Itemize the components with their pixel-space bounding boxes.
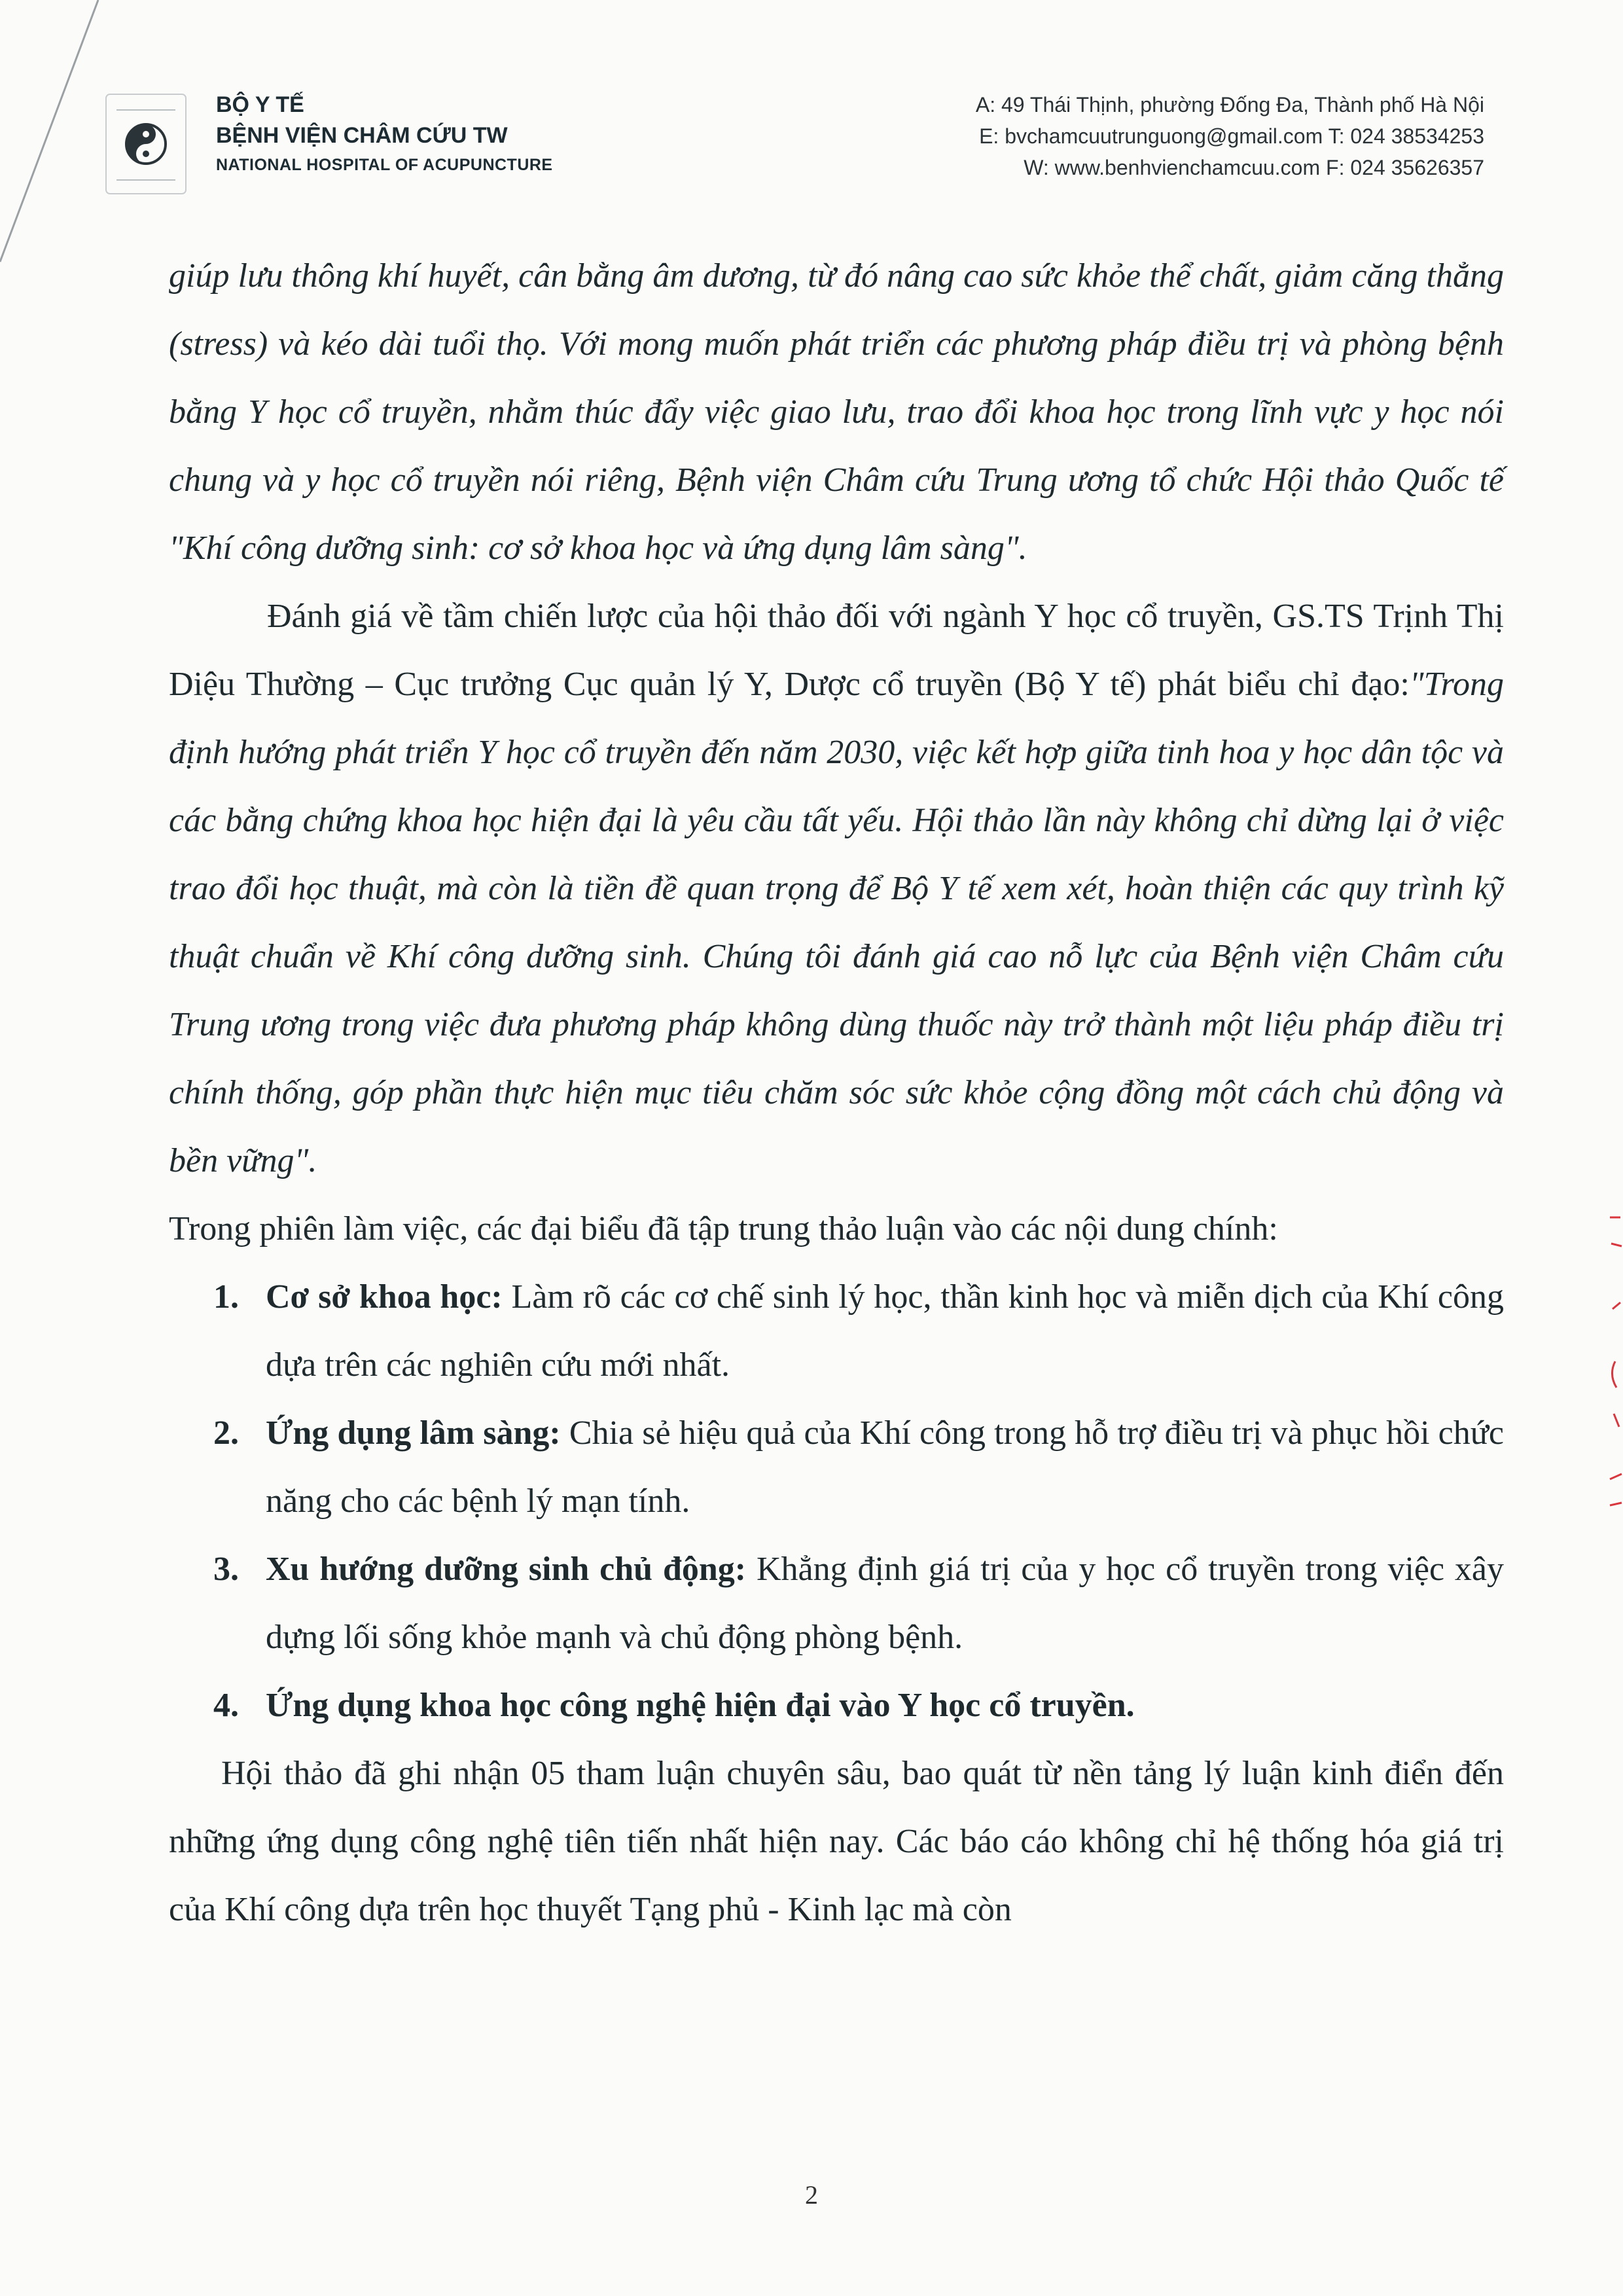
paragraph-4: Hội thảo đã ghi nhận 05 tham luận chuyên sâu, bao quát từ nền tảng lý luận kinh điển đến những ứng dụng công nghệ tiên tiến nhất hiện nay. Các báo cáo không chỉ hệ thống hóa giá trị của Khí công dựa trên học thuyết Tạng phủ - Kinh lạc mà còn: [169, 1755, 1504, 1928]
paragraph-3: Trong phiên làm việc, các đại biểu đã tập trung thảo luận vào các nội dung chính:: [169, 1210, 1278, 1247]
email-phone-line: E: bvchamcuutrunguong@gmail.com T: 024 38534253: [979, 124, 1484, 148]
contact-info: [976, 89, 1484, 183]
red-stamp-edge-marks: [1597, 1204, 1623, 1545]
ministry-name: BỘ Y TẾ: [216, 92, 304, 117]
web-fax-line: W: www.benhvienchamcuu.com F: 024 35626357: [1024, 156, 1484, 179]
hospital-name: BỆNH VIỆN CHÂM CỨU TW: [216, 123, 508, 148]
list-item: 2. Ứng dụng lâm sàng: Chia sẻ hiệu quả của Khí công trong hỗ trợ điều trị và phục hồi chức năng cho các bệnh lý mạn tính.: [213, 1414, 1504, 1520]
page-number: 2: [805, 2180, 818, 2210]
list-item: 1. Cơ sở khoa học: Làm rõ các cơ chế sinh lý học, thần kinh học và miễn dịch của Khí công dựa trên các nghiên cứu mới nhất.: [213, 1278, 1504, 1384]
scan-edge-line: [0, 0, 105, 275]
list-item: 3. Xu hướng dưỡng sinh chủ động: Khẳng định giá trị của y học cổ truyền trong việc xây dựng lối sống khỏe mạnh và chủ động phòng bệnh.: [213, 1551, 1504, 1656]
paragraph-2: [169, 583, 1504, 1195]
hospital-name-english: NATIONAL HOSPITAL OF ACUPUNCTURE: [216, 156, 553, 174]
hospital-logo-icon: [103, 92, 188, 196]
list-item: 4. Ứng dụng khoa học công nghệ hiện đại vào Y học cổ truyền.: [213, 1687, 1135, 1724]
paragraph-1: giúp lưu thông khí huyết, cân bằng âm dương, từ đó nâng cao sức khỏe thể chất, giảm căng thẳng (stress) và kéo dài tuổi thọ. Với mong muốn phát triển các phương pháp điều trị và phòng bệnh bằng Y học cổ truyền, nhằm thúc đẩy việc giao lưu, trao đổi khoa học trong lĩnh vực y học nói chung và y học cổ truyền nói riêng, Bệnh viện Châm cứu Trung ương tổ chức Hội thảo Quốc tế "Khí công dưỡng sinh: cơ sở khoa học và ứng dụng lâm sàng".: [169, 257, 1504, 567]
organization-name: [216, 90, 553, 178]
paragraph-2-quote: "Trong định hướng phát triển Y học cổ truyền đến năm 2030, việc kết hợp giữa tinh hoa y học dân tộc và các bằng chứng khoa học hiện đại là yêu cầu tất yếu. Hội thảo lần này không chỉ dừng lại ở việc trao đổi học thuật, mà còn là tiền đề quan trọng để Bộ Y tế xem xét, hoàn thiện các quy trình kỹ thuật chuẩn về Khí công dưỡng sinh. Chúng tôi đánh giá cao nỗ lực của Bệnh viện Châm cứu Trung ương trong việc đưa phương pháp không dùng thuốc này trở thành một liệu pháp điều trị chính thống, góp phần thực hiện mục tiêu chăm sóc sức khỏe cộng đồng một cách chủ động và bền vững".: [169, 666, 1504, 1179]
paragraph-2-intro: Đánh giá về tầm chiến lược của hội thảo đối với ngành Y học cổ truyền, GS.TS Trịnh Thị Diệu Thường – Cục trưởng Cục quản lý Y, Dược cổ truyền (Bộ Y tế) phát biểu chỉ đạo:: [169, 598, 1504, 703]
document-body: [169, 242, 1504, 1944]
address-line: A: 49 Thái Thịnh, phường Đống Đa, Thành phố Hà Nội: [975, 93, 1484, 117]
discussion-list: [169, 1263, 1504, 1740]
